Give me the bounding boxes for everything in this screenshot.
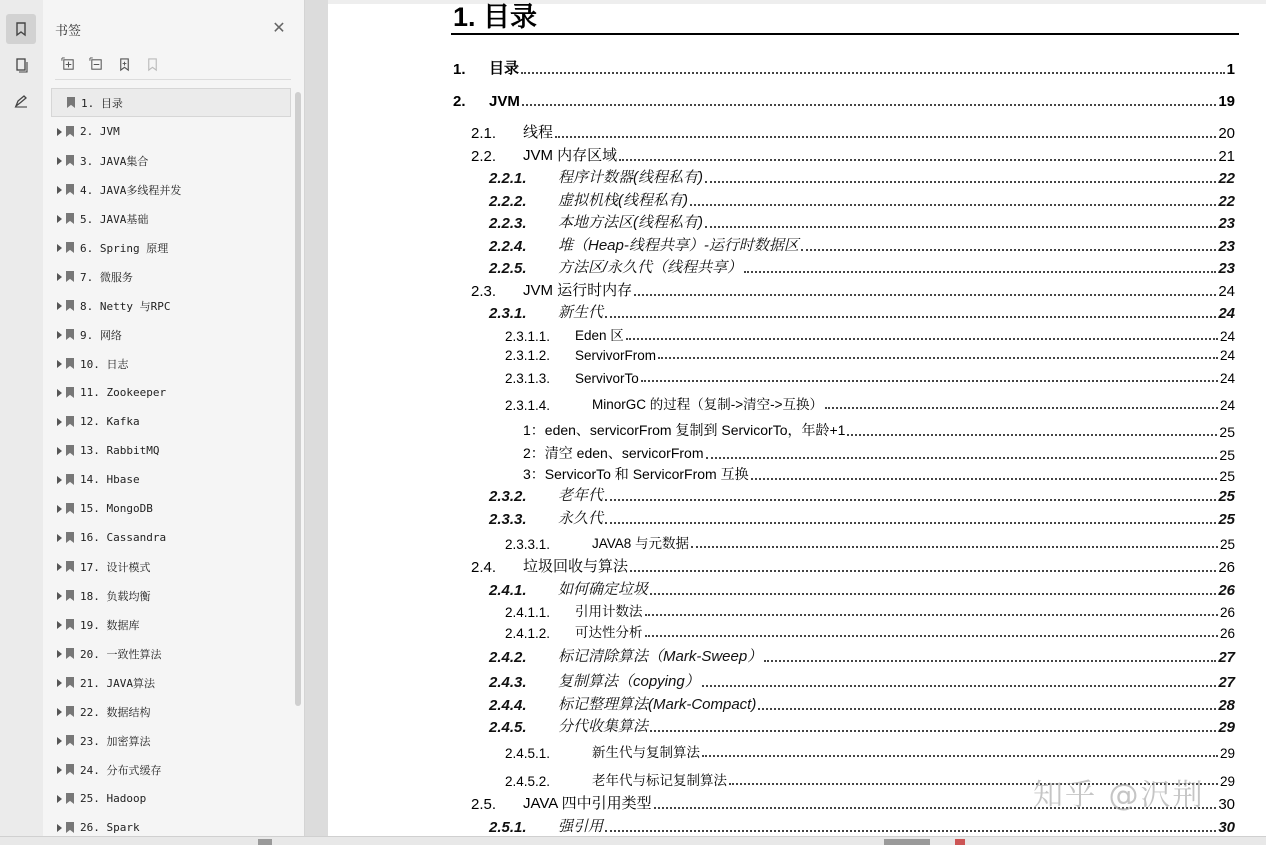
toc-leader bbox=[691, 546, 1218, 548]
toc-page-number: 25 bbox=[1218, 488, 1235, 505]
bookmark-flag-icon bbox=[66, 648, 74, 659]
bookmark-flag-icon bbox=[66, 561, 74, 572]
expand-arrow-icon[interactable] bbox=[57, 273, 62, 281]
thumbnail-icon[interactable] bbox=[6, 50, 36, 80]
toc-number: 2.4.2. bbox=[489, 649, 527, 666]
toc-page-number: 24 bbox=[1218, 305, 1235, 322]
toc-page-number: 30 bbox=[1218, 796, 1235, 813]
bookmark-item[interactable] bbox=[51, 755, 291, 784]
toc-leader bbox=[645, 614, 1218, 616]
toc-entry[interactable] bbox=[505, 324, 1235, 344]
bookmark-icon[interactable] bbox=[6, 14, 36, 44]
toc-page-number: 20 bbox=[1218, 125, 1235, 142]
toc-number: 2.4.1.1. bbox=[505, 605, 551, 620]
bookmark-flag-icon bbox=[66, 590, 74, 601]
bookmark-flag-icon bbox=[66, 764, 74, 775]
toc-entry[interactable] bbox=[523, 443, 1235, 463]
toc-entry[interactable] bbox=[489, 579, 1235, 599]
toc-title: 线程 bbox=[523, 124, 554, 141]
bookmark-flag-icon bbox=[66, 822, 74, 833]
toc-title: JVM bbox=[489, 93, 520, 110]
bookmark-label: 22. 数据结构 bbox=[80, 705, 151, 719]
expand-arrow-icon[interactable] bbox=[57, 447, 62, 455]
toc-entry[interactable] bbox=[505, 366, 1235, 386]
toc-number: 2.4.4. bbox=[489, 697, 527, 714]
toc-title: JVM 运行时内存 bbox=[523, 282, 633, 299]
toc-number: 2.2.5. bbox=[489, 260, 527, 277]
toc-entry[interactable] bbox=[505, 343, 1235, 363]
bookmark-label: 13. RabbitMQ bbox=[80, 444, 160, 457]
bookmark-label: 17. 设计模式 bbox=[80, 560, 151, 574]
toc-entry[interactable] bbox=[453, 58, 1235, 78]
toc-number: 2.3.3. bbox=[489, 511, 527, 528]
status-icon[interactable] bbox=[258, 839, 272, 845]
toc-title: 2：清空 eden、servicorFrom bbox=[523, 445, 704, 461]
bookmark-flag-icon bbox=[66, 242, 74, 253]
toc-leader bbox=[801, 249, 1216, 251]
bookmark-label: 8. Netty 与RPC bbox=[80, 299, 171, 313]
view-mode-icon[interactable] bbox=[884, 839, 930, 845]
toc-number: 2.1. bbox=[471, 125, 497, 142]
toc-leader bbox=[641, 380, 1218, 382]
toc-leader bbox=[706, 457, 1218, 459]
toc-leader bbox=[751, 478, 1218, 480]
expand-arrow-icon[interactable] bbox=[57, 505, 62, 513]
toc-leader bbox=[605, 316, 1216, 318]
toc-entry[interactable] bbox=[489, 212, 1235, 232]
toc-number: 2.3.2. bbox=[489, 488, 527, 505]
bookmark-label: 26. Spark bbox=[80, 821, 140, 834]
toc-leader bbox=[645, 635, 1218, 637]
expand-arrow-icon[interactable] bbox=[57, 679, 62, 687]
toc-page-number: 23 bbox=[1218, 238, 1235, 255]
bookmark-toolbar bbox=[59, 55, 162, 73]
toc-title: 1：eden、servicorFrom 复制到 ServicorTo，年龄+1 bbox=[523, 422, 846, 438]
bookmark-flag-icon bbox=[66, 619, 74, 630]
expand-arrow-icon[interactable] bbox=[57, 331, 62, 339]
heading-rule bbox=[451, 33, 1239, 35]
bookmark-item[interactable] bbox=[51, 494, 291, 523]
toc-number: 2.3.1.3. bbox=[505, 371, 551, 386]
toc-page-number: 24 bbox=[1219, 398, 1235, 413]
bookmark-flag-icon bbox=[66, 735, 74, 746]
bookmark-flag-icon bbox=[66, 126, 74, 137]
toc-title: 老年代 bbox=[558, 487, 604, 504]
toc-number: 2.3.1.1. bbox=[505, 329, 551, 344]
bookmark-item[interactable] bbox=[51, 552, 291, 581]
toc-number: 2.4.1. bbox=[489, 582, 527, 599]
toc-leader bbox=[521, 72, 1225, 74]
bookmark-flag-icon bbox=[66, 706, 74, 717]
toc-number: 2.3.1.4. bbox=[505, 398, 551, 413]
toc-number: 2.2.3. bbox=[489, 215, 527, 232]
expand-arrow-icon[interactable] bbox=[57, 157, 62, 165]
bookmark-panel bbox=[43, 0, 305, 836]
toc-leader bbox=[555, 136, 1216, 138]
toc-number: 2.4. bbox=[471, 559, 497, 576]
toc-title: 如何确定垃圾 bbox=[558, 581, 649, 598]
expand-arrow-icon[interactable] bbox=[57, 708, 62, 716]
bookmark-flag-icon bbox=[66, 474, 74, 485]
toc-title: 堆（Heap-线程共享）-运行时数据区 bbox=[558, 237, 799, 254]
toc-entry[interactable] bbox=[489, 646, 1235, 666]
toc-number: 2.2.2. bbox=[489, 193, 527, 210]
toc-title: 程序计数器(线程私有) bbox=[558, 169, 703, 186]
bookmark-label: 19. 数据库 bbox=[80, 618, 140, 632]
toc-number: 2.4.1.2. bbox=[505, 626, 551, 641]
bookmark-item[interactable] bbox=[51, 349, 291, 378]
toc-title: 永久代 bbox=[558, 510, 604, 527]
toc-title: JAVA8 与元数据 bbox=[592, 536, 690, 551]
toc-entry[interactable] bbox=[453, 90, 1235, 110]
expand-arrow-icon[interactable] bbox=[57, 215, 62, 223]
toc-page-number: 23 bbox=[1218, 260, 1235, 277]
toc-number: 1. bbox=[453, 61, 466, 78]
toc-title: 分代收集算法 bbox=[558, 718, 649, 735]
toc-page-number: 27 bbox=[1218, 649, 1235, 666]
add-bookmark-icon[interactable] bbox=[115, 55, 134, 73]
toc-leader bbox=[705, 226, 1216, 228]
bookmark-label: 20. 一致性算法 bbox=[80, 647, 162, 661]
bookmark-flag-icon bbox=[66, 532, 74, 543]
toc-page-number: 26 bbox=[1218, 582, 1235, 599]
bookmark-label: 12. Kafka bbox=[80, 415, 140, 428]
toc-title: 复制算法（copying） bbox=[558, 673, 700, 690]
toc-page-number: 21 bbox=[1218, 148, 1235, 165]
toc-page-number: 24 bbox=[1219, 371, 1235, 386]
collapse-all-icon[interactable] bbox=[87, 55, 106, 73]
expand-arrow-icon[interactable] bbox=[57, 389, 62, 397]
bookmark-item[interactable] bbox=[51, 581, 291, 610]
toc-leader bbox=[605, 499, 1216, 501]
toc-leader bbox=[605, 522, 1216, 524]
toc-leader bbox=[630, 570, 1216, 572]
toc-title: 垃圾回收与算法 bbox=[523, 558, 629, 575]
bookmark-flag-icon bbox=[66, 300, 74, 311]
toc-title: 新生代与复制算法 bbox=[592, 745, 700, 760]
bookmark-item[interactable] bbox=[51, 523, 291, 552]
toc-title: Eden 区 bbox=[575, 328, 624, 343]
bookmark-label: 5. JAVA基础 bbox=[80, 212, 149, 226]
bookmark-label: 11. Zookeeper bbox=[80, 386, 167, 399]
expand-arrow-icon[interactable] bbox=[57, 302, 62, 310]
page-title: 1. 目录 bbox=[453, 2, 538, 32]
bookmark-item[interactable] bbox=[51, 291, 291, 320]
close-icon[interactable]: ✕ bbox=[272, 18, 286, 37]
bookmark-item[interactable] bbox=[51, 233, 291, 262]
bookmark-label: 14. Hbase bbox=[80, 473, 140, 486]
toc-page-number: 23 bbox=[1218, 215, 1235, 232]
bookmark-item[interactable] bbox=[51, 668, 291, 697]
toc-leader bbox=[702, 755, 1218, 757]
toc-entry[interactable] bbox=[489, 716, 1235, 736]
expand-arrow-icon[interactable] bbox=[57, 795, 62, 803]
toc-page-number: 25 bbox=[1219, 424, 1235, 440]
toc-leader bbox=[758, 708, 1216, 710]
bookmark-flag-icon bbox=[66, 358, 74, 369]
toc-entry[interactable] bbox=[489, 671, 1235, 691]
bookmark-item[interactable] bbox=[51, 117, 291, 146]
toc-page-number: 29 bbox=[1219, 774, 1235, 789]
toc-title: JVM 内存区域 bbox=[523, 147, 618, 164]
toc-entry[interactable] bbox=[471, 145, 1235, 165]
toc-leader bbox=[764, 660, 1216, 662]
toc-title: ServivorTo bbox=[575, 371, 639, 386]
toc-leader bbox=[702, 685, 1217, 687]
bookmark-label: 4. JAVA多线程并发 bbox=[80, 183, 182, 197]
bookmark-label: 7. 微服务 bbox=[80, 270, 133, 284]
toc-page-number: 22 bbox=[1218, 193, 1235, 210]
toc-title: 可达性分析 bbox=[575, 625, 643, 640]
toc-entry[interactable] bbox=[471, 280, 1235, 300]
toc-entry[interactable] bbox=[505, 393, 1235, 413]
toc-leader bbox=[658, 357, 1218, 359]
bookmark-item[interactable] bbox=[51, 610, 291, 639]
toc-entry[interactable] bbox=[505, 741, 1235, 761]
bookmark-flag-icon bbox=[66, 213, 74, 224]
bookmark-label: 6. Spring 原理 bbox=[80, 241, 169, 255]
toc-entry[interactable] bbox=[505, 532, 1235, 552]
expand-arrow-icon[interactable] bbox=[57, 476, 62, 484]
bookmark-label: 21. JAVA算法 bbox=[80, 676, 155, 690]
toc-leader bbox=[744, 271, 1216, 273]
toc-leader bbox=[825, 407, 1218, 409]
toc-entry[interactable] bbox=[505, 621, 1235, 641]
bookmark-label: 10. 日志 bbox=[80, 357, 129, 371]
bookmark-item[interactable] bbox=[51, 378, 291, 407]
expand-arrow-icon[interactable] bbox=[57, 737, 62, 745]
toc-title: JAVA 四中引用类型 bbox=[523, 795, 652, 812]
toc-title: 老年代与标记复制算法 bbox=[592, 773, 727, 788]
toc-entry[interactable] bbox=[489, 694, 1235, 714]
toc-title: ServivorFrom bbox=[575, 348, 657, 363]
bookmark-flag-icon bbox=[66, 416, 74, 427]
expand-arrow-icon[interactable] bbox=[57, 244, 62, 252]
toc-page-number: 26 bbox=[1219, 626, 1235, 641]
document-gutter bbox=[305, 0, 328, 836]
bookmark-label: 2. JVM bbox=[80, 125, 120, 138]
bookmark-flag-icon bbox=[66, 677, 74, 688]
toc-page-number: 25 bbox=[1219, 537, 1235, 552]
toc-number: 2.4.5.1. bbox=[505, 746, 551, 761]
expand-arrow-icon[interactable] bbox=[57, 621, 62, 629]
toc-title: MinorGC 的过程（复制->清空->互换） bbox=[592, 397, 824, 412]
toc-leader bbox=[619, 159, 1216, 161]
toc-title: 引用计数法 bbox=[575, 604, 643, 619]
toc-leader bbox=[690, 204, 1216, 206]
bookmark-label: 16. Cassandra bbox=[80, 531, 167, 544]
bookmark-flag-icon bbox=[66, 184, 74, 195]
bookmark-flag-icon bbox=[66, 793, 74, 804]
toc-entry[interactable] bbox=[471, 556, 1235, 576]
watermark: 知乎 @沢荆 bbox=[1033, 778, 1205, 813]
toc-page-number: 22 bbox=[1218, 170, 1235, 187]
side-rail bbox=[0, 0, 44, 844]
toc-page-number: 28 bbox=[1218, 697, 1235, 714]
toc-leader bbox=[626, 338, 1218, 340]
bookmark-item[interactable] bbox=[51, 262, 291, 291]
toc-title: 本地方法区(线程私有) bbox=[558, 214, 703, 231]
expand-arrow-icon[interactable] bbox=[57, 563, 62, 571]
toc-entry[interactable] bbox=[489, 302, 1235, 322]
toc-title: 新生代 bbox=[558, 304, 604, 321]
bookmark-label: 23. 加密算法 bbox=[80, 734, 151, 748]
toc-number: 2.4.3. bbox=[489, 674, 527, 691]
toc-title: 虚拟机栈(线程私有) bbox=[558, 192, 688, 209]
toc-entry[interactable] bbox=[489, 190, 1235, 210]
toc-page-number: 25 bbox=[1218, 511, 1235, 528]
bookmark-label: 1. 目录 bbox=[81, 96, 123, 110]
expand-arrow-icon[interactable] bbox=[57, 766, 62, 774]
toc-page-number: 24 bbox=[1219, 348, 1235, 363]
bookmark-flag-icon bbox=[66, 271, 74, 282]
toc-page-number: 19 bbox=[1218, 93, 1235, 110]
bookmark-item[interactable] bbox=[51, 146, 291, 175]
panel-scrollbar[interactable] bbox=[295, 92, 301, 706]
toc-entry[interactable] bbox=[523, 420, 1235, 440]
toc-page-number: 1 bbox=[1226, 61, 1235, 78]
toc-leader bbox=[522, 104, 1216, 106]
toc-number: 2.5.1. bbox=[489, 819, 527, 836]
bookmark-label: 3. JAVA集合 bbox=[80, 154, 149, 168]
bookmark-item[interactable] bbox=[51, 175, 291, 204]
toc-number: 2.2.4. bbox=[489, 238, 527, 255]
bookmark-label: 18. 负载均衡 bbox=[80, 589, 151, 603]
bookmark-label: 24. 分布式缓存 bbox=[80, 763, 162, 777]
toc-number: 2.4.5.2. bbox=[505, 774, 551, 789]
bookmark-item[interactable] bbox=[51, 465, 291, 494]
toc-entry[interactable] bbox=[489, 816, 1235, 836]
bookmark-disabled-icon bbox=[143, 55, 162, 73]
toc-leader bbox=[650, 730, 1216, 732]
toc-title: 方法区/永久代（线程共享） bbox=[558, 259, 743, 276]
bookmark-item[interactable] bbox=[51, 436, 291, 465]
toc-leader bbox=[650, 593, 1216, 595]
toc-number: 2.3.1. bbox=[489, 305, 527, 322]
toc-number: 2.2.1. bbox=[489, 170, 527, 187]
toc-leader bbox=[705, 181, 1216, 183]
expand-arrow-icon[interactable] bbox=[57, 360, 62, 368]
toc-entry[interactable] bbox=[471, 122, 1235, 142]
bookmark-label: 9. 网络 bbox=[80, 328, 122, 342]
bookmark-list bbox=[51, 88, 291, 842]
bookmark-item[interactable] bbox=[51, 204, 291, 233]
status-indicator-icon bbox=[955, 839, 965, 845]
document-page bbox=[328, 0, 1266, 836]
toc-entry[interactable] bbox=[489, 167, 1235, 187]
toc-number: 2. bbox=[453, 93, 466, 110]
bookmark-item[interactable] bbox=[51, 320, 291, 349]
toc-number: 2.3. bbox=[471, 283, 497, 300]
bookmark-item[interactable] bbox=[51, 784, 291, 813]
toc-entry[interactable] bbox=[489, 257, 1235, 277]
toc-page-number: 30 bbox=[1218, 819, 1235, 836]
expand-all-icon[interactable] bbox=[59, 55, 78, 73]
expand-arrow-icon[interactable] bbox=[57, 186, 62, 194]
expand-arrow-icon[interactable] bbox=[57, 128, 62, 136]
panel-title: 书签 bbox=[55, 24, 82, 39]
expand-arrow-icon[interactable] bbox=[57, 534, 62, 542]
toc-page-number: 26 bbox=[1219, 605, 1235, 620]
bookmark-label: 15. MongoDB bbox=[80, 502, 153, 515]
bookmark-flag-icon bbox=[67, 97, 75, 108]
toc-title: 3：ServicorTo 和 ServicorFrom 互换 bbox=[523, 466, 749, 482]
toc-title: 标记整理算法(Mark-Compact) bbox=[558, 696, 757, 713]
toc-number: 2.5. bbox=[471, 796, 497, 813]
bookmark-flag-icon bbox=[66, 445, 74, 456]
toc-entry[interactable] bbox=[489, 508, 1235, 528]
expand-arrow-icon[interactable] bbox=[57, 824, 62, 832]
toc-page-number: 25 bbox=[1219, 468, 1235, 484]
toc-page-number: 29 bbox=[1219, 746, 1235, 761]
bookmark-item[interactable] bbox=[51, 88, 291, 117]
toc-page-number: 29 bbox=[1218, 719, 1235, 736]
toc-leader bbox=[605, 830, 1216, 832]
toc-leader bbox=[634, 294, 1216, 296]
toc-number: 2.3.3.1. bbox=[505, 537, 551, 552]
expand-arrow-icon[interactable] bbox=[57, 592, 62, 600]
toc-entry[interactable] bbox=[523, 464, 1235, 484]
toc-page-number: 27 bbox=[1218, 674, 1235, 691]
bookmark-flag-icon bbox=[66, 503, 74, 514]
expand-arrow-icon[interactable] bbox=[57, 418, 62, 426]
toc-entry[interactable] bbox=[505, 600, 1235, 620]
bookmark-item[interactable] bbox=[51, 639, 291, 668]
bookmark-item[interactable] bbox=[51, 726, 291, 755]
toc-leader bbox=[847, 434, 1217, 436]
toc-number: 2.4.5. bbox=[489, 719, 527, 736]
toc-title: 目录 bbox=[489, 60, 520, 77]
bookmark-item[interactable] bbox=[51, 407, 291, 436]
toc-title: 强引用 bbox=[558, 818, 604, 835]
bookmark-item[interactable] bbox=[51, 697, 291, 726]
bookmark-label: 25. Hadoop bbox=[80, 792, 147, 805]
annotation-icon[interactable] bbox=[6, 86, 36, 116]
bookmark-flag-icon bbox=[66, 329, 74, 340]
panel-divider bbox=[55, 79, 291, 80]
toc-number: 2.3.1.2. bbox=[505, 348, 551, 363]
toc-number: 2.2. bbox=[471, 148, 497, 165]
bookmark-flag-icon bbox=[66, 387, 74, 398]
bookmark-flag-icon bbox=[66, 155, 74, 166]
toc-page-number: 26 bbox=[1218, 559, 1235, 576]
toc-entry[interactable] bbox=[489, 235, 1235, 255]
expand-arrow-icon[interactable] bbox=[57, 650, 62, 658]
toc-page-number: 25 bbox=[1219, 447, 1235, 463]
toc-entry[interactable] bbox=[489, 485, 1235, 505]
toc-title: 标记清除算法（Mark-Sweep） bbox=[558, 648, 763, 665]
toc-page-number: 24 bbox=[1218, 283, 1235, 300]
toc-page-number: 24 bbox=[1219, 329, 1235, 344]
